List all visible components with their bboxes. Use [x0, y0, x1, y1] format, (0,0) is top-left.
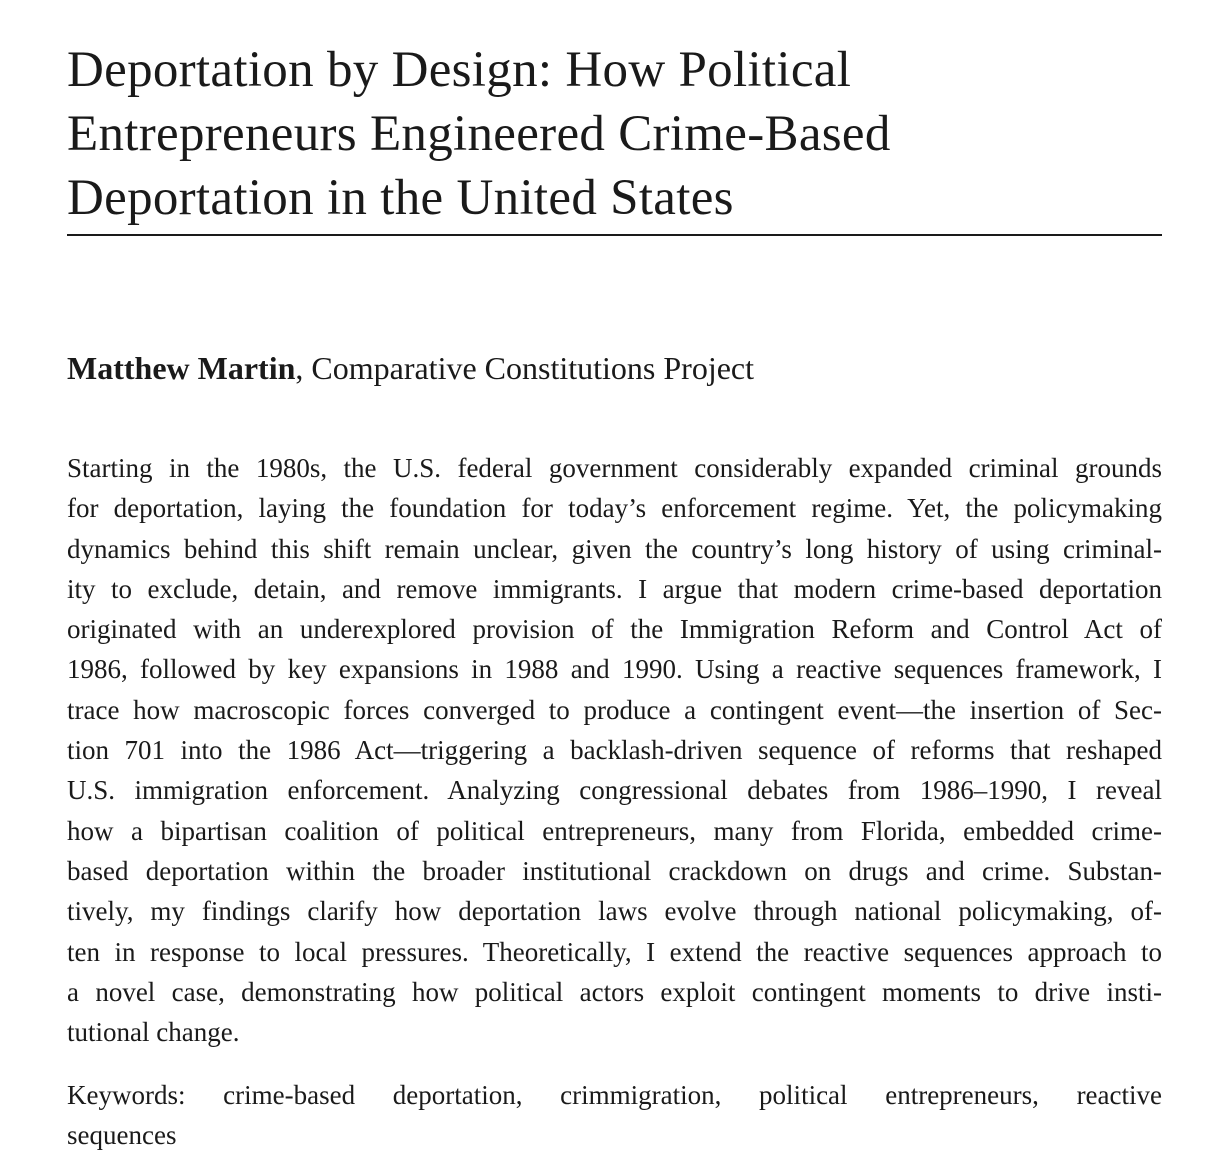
- title-line: Deportation in the United States: [67, 170, 734, 226]
- abstract-line: U.S. immigration enforcement. Analyzing congressional debates from 1986–1990, I reveal: [67, 775, 1162, 806]
- abstract-line: tutional change.: [67, 1017, 240, 1048]
- abstract-line: for deportation, laying the foundation for today’s enforcement regime. Yet, the policymaking: [67, 493, 1162, 524]
- abstract-line: tion 701 into the 1986 Act—triggering a backlash-driven sequence of reforms that reshaped: [67, 735, 1162, 766]
- title-line: Entrepreneurs Engineered Crime-Based: [67, 106, 891, 162]
- title-divider: [67, 234, 1162, 236]
- title-line: Deportation by Design: How Political: [67, 42, 852, 98]
- author-affiliation: Comparative Constitutions Project: [303, 350, 754, 386]
- abstract-line: based deportation within the broader institutional crackdown on drugs and crime. Substan-: [67, 855, 1162, 886]
- byline-separator: ,: [295, 350, 304, 386]
- abstract-line: a novel case, demonstrating how political actors exploit contingent moments to drive insti-: [67, 976, 1162, 1007]
- abstract-line: trace how macroscopic forces converged to produce a contingent event—the insertion of Sec-: [67, 694, 1162, 725]
- abstract-line: tively, my findings clarify how deportation laws evolve through national policymaking, of-: [67, 896, 1162, 927]
- abstract-line: Starting in the 1980s, the U.S. federal government considerably expanded criminal grounds: [67, 453, 1162, 483]
- article-title: [67, 38, 1162, 230]
- abstract-line: originated with an underexplored provision of the Immigration Reform and Control Act of: [67, 614, 1162, 645]
- keywords-line: sequences: [67, 1120, 177, 1151]
- byline: [67, 348, 754, 388]
- abstract-line: dynamics behind this shift remain unclear, given the country’s long history of using criminal-: [67, 533, 1162, 564]
- abstract-line: ity to exclude, detain, and remove immigrants. I argue that modern crime-based deportation: [67, 573, 1162, 604]
- article-front-matter: [67, 38, 1162, 1151]
- abstract-line: ten in response to local pressures. Theoretically, I extend the reactive sequences approach to: [67, 936, 1162, 967]
- author-name: Matthew Martin: [67, 350, 296, 386]
- abstract-line: how a bipartisan coalition of political entrepreneurs, many from Florida, embedded crime-: [67, 815, 1162, 846]
- abstract: [67, 448, 1162, 1052]
- abstract-line: 1986, followed by key expansions in 1988 and 1990. Using a reactive sequences framework, I: [67, 654, 1162, 685]
- keywords: [67, 1075, 1162, 1156]
- keywords-line: Keywords: crime-based deportation, crimmigration, political entrepreneurs, reactive: [67, 1080, 1162, 1110]
